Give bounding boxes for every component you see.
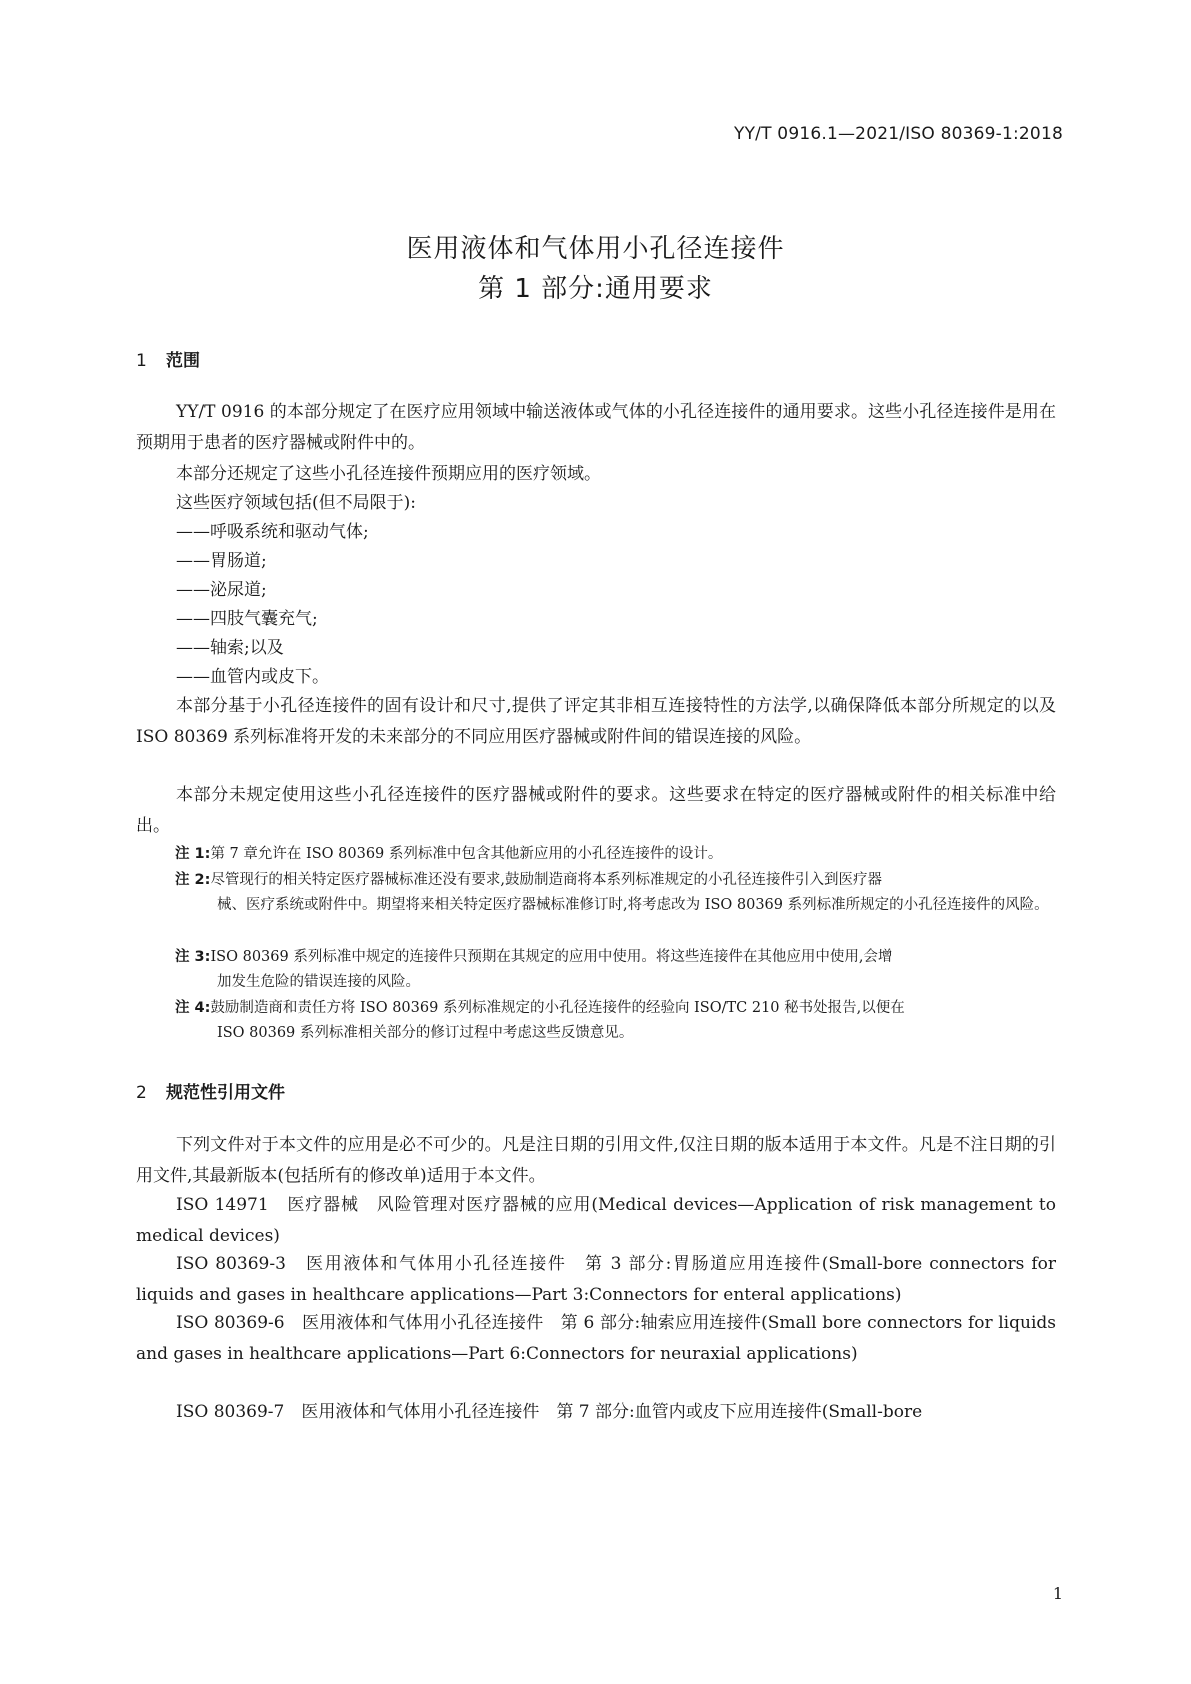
note-label: 注 3: [175,949,211,965]
list-item: ——呼吸系统和驱动气体; [176,522,369,542]
section-2-heading [136,1078,285,1103]
normative-reference: ISO 80369-7 医用液体和气体用小孔径连接件 第 7 部分:血管内或皮下应用连接件(Small-bore [176,1402,923,1422]
note-text: 尽管现行的相关特定医疗器械标准还没有要求,鼓励制造商将本系列标准规定的小孔径连接件引入到医疗器 [210,872,883,888]
section-1-paragraph-1: YY/T 0916 的本部分规定了在医疗应用领域中输送液体或气体的小孔径连接件的通用要求。这些小孔径连接件是用在预期用于患者的医疗器械或附件中的。 [136,402,1056,453]
page-number: 1 [1052,1584,1063,1603]
section-2-paragraph-1: 下列文件对于本文件的应用是必不可少的。凡是注日期的引用文件,仅注日期的版本适用于本文件。凡是不注日期的引用文件,其最新版本(包括所有的修改单)适用于本文件。 [136,1135,1056,1186]
document-title-line1: 医用液体和气体用小孔径连接件 [406,234,785,264]
normative-reference: ISO 80369-6 医用液体和气体用小孔径连接件 第 6 部分:轴索应用连接件(Small bore connectors for liquids and gases in healthcare applications—Part 6:Connectors for neuraxial applications) [136,1313,1056,1364]
note-text-continued: 加发生危险的错误连接的风险。 [217,974,420,990]
section-1-paragraph-2: 本部分还规定了这些小孔径连接件预期应用的医疗领域。 [176,464,601,484]
section-1-number: 1 [136,351,147,371]
note-label: 注 4: [175,1000,211,1016]
note-text: 第 7 章允许在 ISO 80369 系列标准中包含其他新应用的小孔径连接件的设计。 [210,846,723,862]
list-item: ——胃肠道; [176,551,267,571]
note-text-continued: 械、医疗系统或附件中。期望将来相关特定医疗器械标准修订时,将考虑改为 ISO 80369 系列标准所规定的小孔径连接件的风险。 [217,897,1049,913]
note-2 [175,868,1056,918]
note-3 [175,945,1056,995]
section-1-paragraph-3: 这些医疗领域包括(但不局限于): [176,493,416,513]
section-1-title: 范围 [166,351,200,371]
note-text-continued: ISO 80369 系列标准相关部分的修订过程中考虑这些反馈意见。 [217,1025,634,1041]
list-item: ——四肢气囊充气; [176,609,318,629]
section-1-heading [136,346,200,371]
document-title-line2: 第 1 部分:通用要求 [478,274,713,304]
normative-reference: ISO 14971 医疗器械 风险管理对医疗器械的应用(Medical devices—Application of risk management to medical devices) [136,1195,1056,1246]
note-4 [175,996,1056,1046]
standard-code: YY/T 0916.1—2021/ISO 80369-1:2018 [734,124,1063,144]
section-1-paragraph-4: 本部分基于小孔径连接件的固有设计和尺寸,提供了评定其非相互连接特性的方法学,以确保降低本部分所规定的以及 ISO 80369 系列标准将开发的未来部分的不同应用医疗器械或附件间的错误连接的风险。 [136,696,1056,747]
section-2-title: 规范性引用文件 [166,1083,285,1103]
list-item: ——血管内或皮下。 [176,667,329,687]
section-1-paragraph-5: 本部分未规定使用这些小孔径连接件的医疗器械或附件的要求。这些要求在特定的医疗器械或附件的相关标准中给出。 [136,785,1056,836]
note-label: 注 2: [175,872,211,888]
note-1 [175,842,1056,867]
list-item: ——泌尿道; [176,580,267,600]
normative-reference: ISO 80369-3 医用液体和气体用小孔径连接件 第 3 部分:胃肠道应用连接件(Small-bore connectors for liquids and gases in healthcare applications—Part 3:Connectors for enteral applications) [136,1254,1056,1305]
section-2-number: 2 [136,1083,147,1103]
note-text: ISO 80369 系列标准中规定的连接件只预期在其规定的应用中使用。将这些连接件在其他应用中使用,会增 [210,949,893,965]
list-item: ——轴索;以及 [176,638,284,658]
note-label: 注 1: [175,846,211,862]
note-text: 鼓励制造商和责任方将 ISO 80369 系列标准规定的小孔径连接件的经验向 ISO/TC 210 秘书处报告,以便在 [210,1000,905,1016]
